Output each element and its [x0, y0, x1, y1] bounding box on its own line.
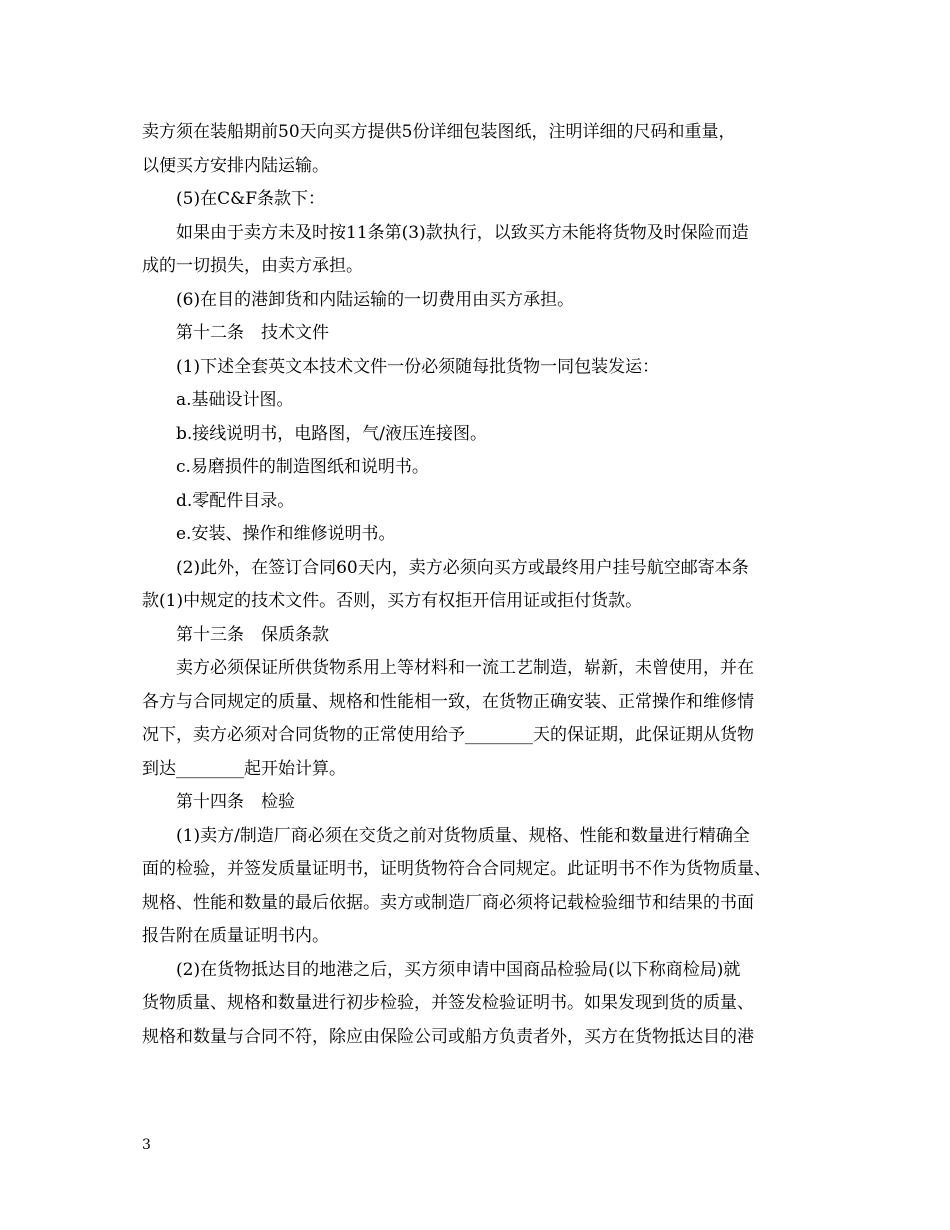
text-line: 卖方必须保证所供货物系用上等材料和一流工艺制造，崭新，未曾使用，并在	[176, 658, 754, 678]
text-line: 况下，卖方必须对合同货物的正常使用给予________天的保证期，此保证期从货物	[142, 725, 754, 745]
section-heading: 第十二条 技术文件	[176, 323, 329, 343]
text-line: 规格和数量与合同不符，除应由保险公司或船方负责者外，买方在货物抵达目的港	[142, 1026, 754, 1047]
list-item: a.基础设计图。	[176, 390, 294, 410]
list-item: c.易磨损件的制造图纸和说明书。	[176, 457, 429, 477]
text-line: 报告附在质量证明书内。	[142, 926, 329, 946]
list-item: e.安装、操作和维修说明书。	[176, 524, 396, 544]
list-item: b.接线说明书，电路图，气/液压连接图。	[176, 423, 488, 444]
text-line: 到达________起开始计算。	[142, 758, 346, 779]
text-line: (2)此外，在签订合同60天内，卖方必须向买方或最终用户挂号航空邮寄本条	[176, 557, 749, 578]
text-line: (2)在货物抵达目的地港之后，买方须申请中国商品检验局(以下称商检局)就	[176, 959, 741, 980]
text-line: 规格、性能和数量的最后依据。卖方或制造厂商必须将记载检验细节和结果的书面	[142, 892, 754, 913]
text-line: 以便买方安排内陆运输。	[142, 155, 329, 176]
page-number: 3	[142, 1137, 151, 1153]
text-line: 款(1)中规定的技术文件。否则，买方有权拒开信用证或拒付货款。	[142, 591, 643, 611]
text-line: 卖方须在装船期前50天向买方提供5份详细包装图纸，注明详细的尺码和重量，	[142, 122, 736, 142]
list-item: d.零配件目录。	[176, 490, 295, 511]
text-line: (1)下述全套英文本技术文件一份必须随每批货物一同包装发运：	[176, 356, 660, 377]
text-line: (6)在目的港卸货和内陆运输的一切费用由买方承担。	[176, 289, 575, 310]
section-heading: 第十四条 检验	[176, 792, 295, 812]
text-line: (1)卖方/制造厂商必须在交货之前对货物质量、规格、性能和数量进行精确全	[176, 825, 750, 846]
text-line: 如果由于卖方未及时按11条第(3)款执行，以致买方未能将货物及时保险而造	[176, 222, 749, 243]
text-line: 货物质量、规格和数量进行初步检验，并签发检验证明书。如果发现到货的质量、	[142, 993, 754, 1013]
section-heading: 第十三条 保质条款	[176, 624, 329, 645]
text-line: 成的一切损失，由卖方承担。	[142, 256, 363, 276]
document-body	[142, 116, 812, 1054]
text-line: 各方与合同规定的质量、规格和性能相一致，在货物正确安装、正常操作和维修情	[142, 691, 754, 712]
text-line: 面的检验，并签发质量证明书，证明货物符合合同规定。此证明书不作为货物质量、	[142, 859, 771, 879]
text-line: (5)在C&F条款下：	[176, 189, 326, 209]
